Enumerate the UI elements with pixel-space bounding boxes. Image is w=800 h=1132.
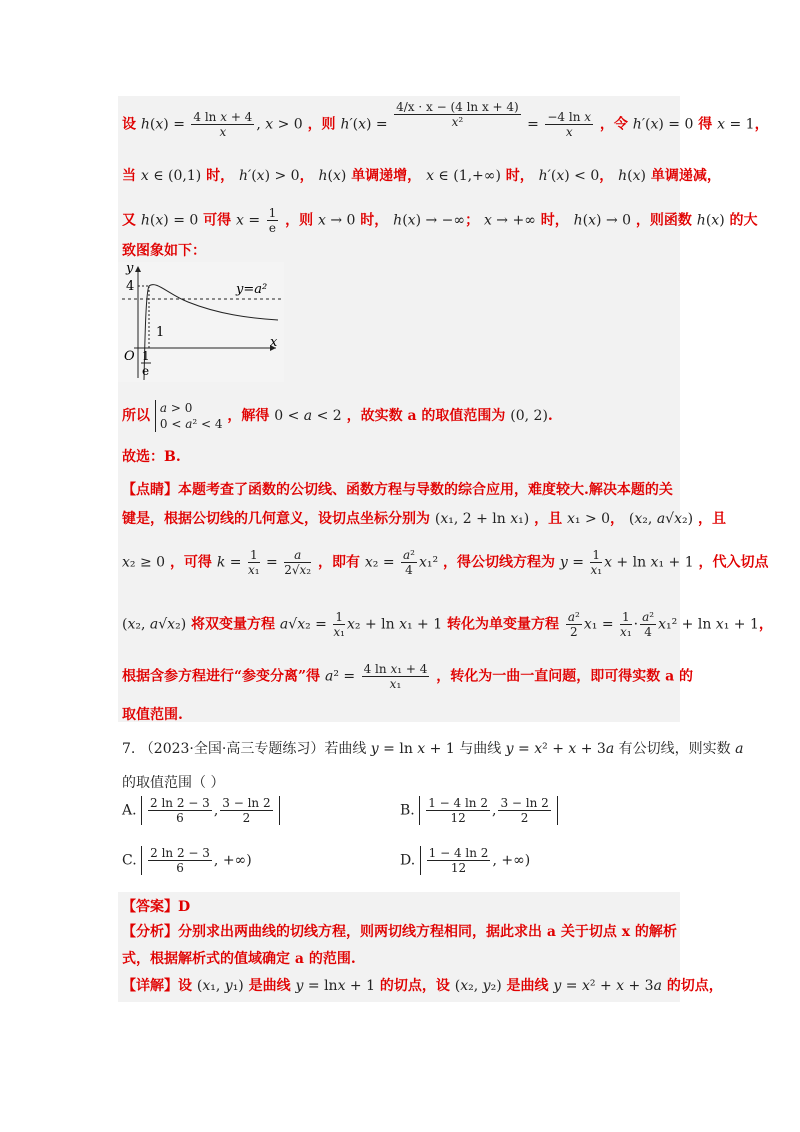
solution-line-4: 致图象如下： <box>122 243 206 259</box>
answer-line-4: 【详解】设 (x₁, y₁) 是曲线 y = lnx + 1 的切点，设 (x₂, y₂) 是曲线 y = x² + x + 3a 的切点， <box>122 978 723 994</box>
solution-line-9: x₂ ≥ 0 ，可得 k = $\frac{1}{\text{x₁}}$ = $\frac{a}{\text{2√x₂}}$ ，即有 x₂ = $\frac{\text{a²}}{4}$ x₁² ，得公切线方程为 y = $\frac{1}{\text{x₁}}$ x + ln x₁ + 1 ，代入切点 <box>122 548 769 577</box>
solution-line-2: 当 x ∈ (0,1) 时， h′(x) > 0， h(x) 单调递增， x ∈ (1,+∞) 时， h′(x) < 0， h(x) 单调递减， <box>122 168 721 184</box>
solution-line-1: 设 h(x) = $\frac{\text{4 ln x + 4}}{x}$ , x > 0 ，则 h′(x) = $\frac{\text{4/x · x − (4 ln x + 4)}}{\text{x²}}$ = $\frac{\text{−4 ln x}}{x}$ ，令 h′(x) = 0 得 x = 1， <box>122 100 769 139</box>
origin-label: O <box>124 349 135 364</box>
solution-line-5: 所以 a > 0 0 < a² < 4 ，解得 0 < a < 2 ，故实数 a 的取值范围为 (0, 2). <box>122 401 553 431</box>
solution-line-8: 键是，根据公切线的几何意义，设切点坐标分别为 (x₁, 2 + ln x₁) ，且 x₁ > 0， (x₂, a√x₂) ，且 <box>122 511 726 527</box>
question-line-2: 的取值范围（ ） <box>122 775 225 791</box>
solution-line-10: (x₂, a√x₂) 将双变量方程 a√x₂ = $\frac{1}{\text{x₁}}$ x₂ + ln x₁ + 1 转化为单变量方程 $\frac{\text{a²}}{2}$ x₁ = $\frac{1}{\text{x₁}}$ · $\frac{\text{a²}}{4}$ x₁² + ln x₁ + 1， <box>122 610 773 639</box>
tick-4: 4 <box>126 279 135 294</box>
answer-line-3: 式，根据解析式的值域确定 a 的范围. <box>122 951 356 967</box>
answer-line-2: 【分析】分别求出两曲线的切线方程，则两切线方程相同，据此求出 a 关于切点 x 的解析 <box>122 924 677 940</box>
option-b[interactable]: B. $\frac{1 - 4 \ln 2}{12}$ , $\frac{3 - \ln 2}{2}$ <box>400 796 558 825</box>
question-line-1: 7. （2023·全国·高三专题练习）若曲线 y = ln x + 1 与曲线 y = x² + x + 3a 有公切线，则实数 a <box>122 741 744 757</box>
solution-line-7: 【点睛】本题考查了函数的公切线、函数方程与导数的综合应用，难度较大.解决本题的关 <box>122 482 673 498</box>
x-axis-label: x <box>270 335 278 350</box>
y-axis-arrow <box>135 266 141 272</box>
tick-e-den: e <box>142 364 150 378</box>
tick-1: 1 <box>156 325 165 340</box>
option-d[interactable]: D. $\frac{1 - 4 \ln 2}{12}$ , +∞) <box>400 846 534 875</box>
answer-line-1: 【答案】D <box>122 899 191 915</box>
solution-line-6: 故选：B. <box>122 449 181 465</box>
solution-line-11: 根据含参方程进行“参变分离”得 a² = $\frac{\text{4 ln x₁ + 4}}{\text{x₁}}$ ，转化为一曲一直问题，即可得实数 a 的 <box>122 662 694 691</box>
y-axis-label: y <box>126 262 134 276</box>
solution-line-3: 又 h(x) = 0 可得 x = $\frac{1}{e}$ ，则 x → 0 时， h(x) → −∞； x → +∞ 时， h(x) → 0 ，则函数 h(x) 的大 <box>122 206 758 235</box>
tick-e-num: 1 <box>142 349 150 363</box>
solution-line-12: 取值范围. <box>122 707 183 723</box>
graph-svg <box>118 262 284 382</box>
function-graph <box>118 262 284 382</box>
option-a[interactable]: A. $\frac{2 \ln 2 - 3}{6}$ , $\frac{3 - \ln 2}{2}$ <box>122 796 280 825</box>
option-c[interactable]: C. $\frac{2 \ln 2 - 3}{6}$ , +∞) <box>122 846 256 875</box>
curve-label: y=a² <box>236 282 268 297</box>
